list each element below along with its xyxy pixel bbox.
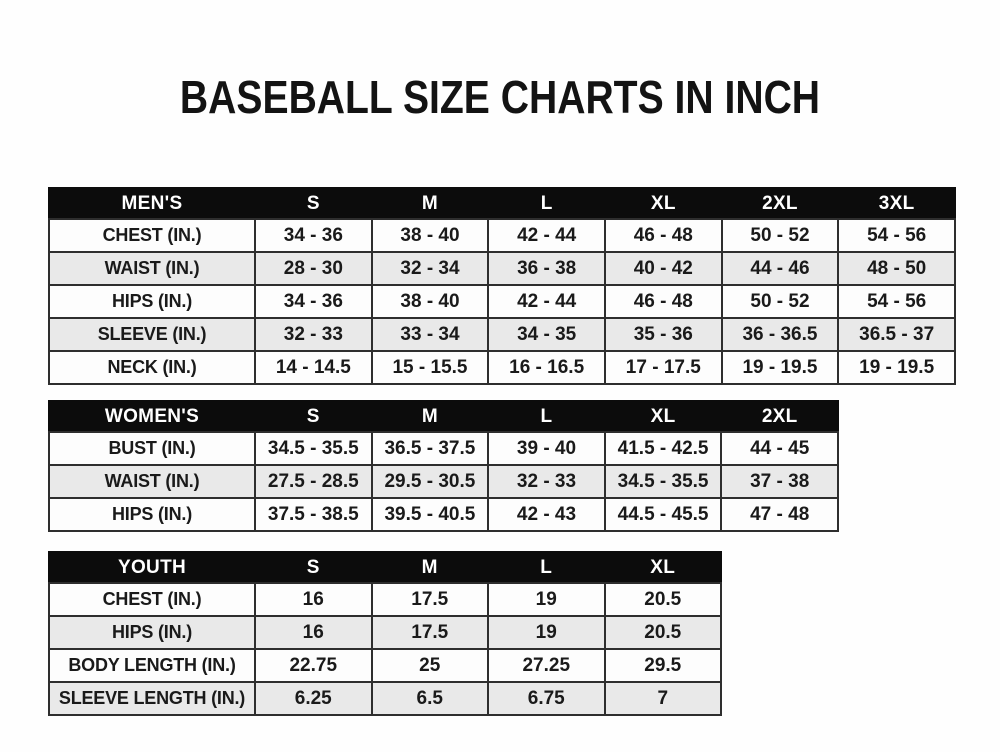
size-value-cell-youth-3-2: 6.75: [488, 682, 605, 715]
size-value-cell-mens-0-1: 38 - 40: [372, 219, 489, 252]
size-value-cell-youth-2-3: 29.5: [605, 649, 722, 682]
measurement-label-mens-3: SLEEVE (IN.): [49, 318, 255, 351]
table-row: [49, 351, 955, 384]
size-value-cell-youth-3-0: 6.25: [255, 682, 372, 715]
size-column-header-mens-0: S: [255, 188, 372, 219]
table-row: [49, 583, 721, 616]
table-row: [49, 219, 955, 252]
table-row: [49, 616, 721, 649]
size-table-mens: [48, 187, 956, 385]
table-row: [49, 285, 955, 318]
size-value-cell-mens-1-5: 48 - 50: [838, 252, 955, 285]
size-column-header-womens-1: M: [372, 401, 489, 432]
size-value-cell-womens-2-4: 47 - 48: [721, 498, 838, 531]
measurement-label-womens-2: HIPS (IN.): [49, 498, 255, 531]
size-value-cell-youth-1-2: 19: [488, 616, 605, 649]
size-value-cell-mens-0-2: 42 - 44: [488, 219, 605, 252]
size-value-cell-mens-1-3: 40 - 42: [605, 252, 722, 285]
table-row: [49, 465, 838, 498]
size-value-cell-womens-0-2: 39 - 40: [488, 432, 605, 465]
size-column-header-mens-1: M: [372, 188, 489, 219]
size-value-cell-mens-0-3: 46 - 48: [605, 219, 722, 252]
size-column-header-mens-3: XL: [605, 188, 722, 219]
size-column-header-youth-0: S: [255, 552, 372, 583]
size-column-header-mens-2: L: [488, 188, 605, 219]
measurement-label-youth-0: CHEST (IN.): [49, 583, 255, 616]
measurement-label-mens-1: WAIST (IN.): [49, 252, 255, 285]
size-value-cell-womens-1-4: 37 - 38: [721, 465, 838, 498]
size-column-header-mens-5: 3XL: [838, 188, 955, 219]
size-table-womens: [48, 400, 839, 532]
size-value-cell-womens-1-1: 29.5 - 30.5: [372, 465, 489, 498]
size-value-cell-youth-0-3: 20.5: [605, 583, 722, 616]
size-value-cell-mens-2-4: 50 - 52: [722, 285, 839, 318]
size-value-cell-mens-3-4: 36 - 36.5: [722, 318, 839, 351]
size-value-cell-mens-4-5: 19 - 19.5: [838, 351, 955, 384]
size-value-cell-womens-1-3: 34.5 - 35.5: [605, 465, 722, 498]
size-value-cell-womens-2-0: 37.5 - 38.5: [255, 498, 372, 531]
size-column-header-womens-4: 2XL: [721, 401, 838, 432]
size-value-cell-mens-0-5: 54 - 56: [838, 219, 955, 252]
size-value-cell-youth-2-1: 25: [372, 649, 489, 682]
size-column-header-youth-3: XL: [605, 552, 722, 583]
size-value-cell-mens-4-1: 15 - 15.5: [372, 351, 489, 384]
size-value-cell-youth-2-2: 27.25: [488, 649, 605, 682]
size-value-cell-mens-1-0: 28 - 30: [255, 252, 372, 285]
table-group-label-womens: WOMEN'S: [49, 401, 255, 432]
table-row: [49, 252, 955, 285]
size-value-cell-mens-2-1: 38 - 40: [372, 285, 489, 318]
size-value-cell-youth-0-1: 17.5: [372, 583, 489, 616]
table-row: [49, 318, 955, 351]
size-value-cell-womens-2-2: 42 - 43: [488, 498, 605, 531]
size-value-cell-womens-0-0: 34.5 - 35.5: [255, 432, 372, 465]
size-value-cell-womens-0-4: 44 - 45: [721, 432, 838, 465]
size-value-cell-mens-3-0: 32 - 33: [255, 318, 372, 351]
size-value-cell-mens-2-5: 54 - 56: [838, 285, 955, 318]
size-value-cell-mens-4-2: 16 - 16.5: [488, 351, 605, 384]
size-value-cell-womens-0-1: 36.5 - 37.5: [372, 432, 489, 465]
header-row-womens: [49, 401, 838, 432]
size-value-cell-mens-1-4: 44 - 46: [722, 252, 839, 285]
measurement-label-mens-2: HIPS (IN.): [49, 285, 255, 318]
table-group-label-mens: MEN'S: [49, 188, 255, 219]
size-value-cell-mens-4-4: 19 - 19.5: [722, 351, 839, 384]
size-value-cell-mens-3-1: 33 - 34: [372, 318, 489, 351]
size-value-cell-mens-3-5: 36.5 - 37: [838, 318, 955, 351]
size-value-cell-mens-2-0: 34 - 36: [255, 285, 372, 318]
measurement-label-youth-3: SLEEVE LENGTH (IN.): [49, 682, 255, 715]
table-row: [49, 649, 721, 682]
measurement-label-youth-1: HIPS (IN.): [49, 616, 255, 649]
size-value-cell-mens-4-0: 14 - 14.5: [255, 351, 372, 384]
size-value-cell-mens-3-3: 35 - 36: [605, 318, 722, 351]
size-value-cell-youth-1-3: 20.5: [605, 616, 722, 649]
size-column-header-mens-4: 2XL: [722, 188, 839, 219]
table-row: [49, 498, 838, 531]
size-value-cell-youth-2-0: 22.75: [255, 649, 372, 682]
measurement-label-womens-1: WAIST (IN.): [49, 465, 255, 498]
size-value-cell-youth-1-0: 16: [255, 616, 372, 649]
size-value-cell-womens-2-3: 44.5 - 45.5: [605, 498, 722, 531]
size-value-cell-youth-0-2: 19: [488, 583, 605, 616]
size-column-header-youth-2: L: [488, 552, 605, 583]
measurement-label-youth-2: BODY LENGTH (IN.): [49, 649, 255, 682]
measurement-label-womens-0: BUST (IN.): [49, 432, 255, 465]
measurement-label-mens-4: NECK (IN.): [49, 351, 255, 384]
size-value-cell-youth-3-3: 7: [605, 682, 722, 715]
page-title: BASEBALL SIZE CHARTS IN INCH: [179, 71, 821, 123]
size-value-cell-mens-0-0: 34 - 36: [255, 219, 372, 252]
size-value-cell-youth-3-1: 6.5: [372, 682, 489, 715]
size-value-cell-mens-4-3: 17 - 17.5: [605, 351, 722, 384]
size-table-youth: [48, 551, 722, 716]
size-value-cell-mens-0-4: 50 - 52: [722, 219, 839, 252]
measurement-label-mens-0: CHEST (IN.): [49, 219, 255, 252]
header-row-mens: [49, 188, 955, 219]
size-column-header-womens-2: L: [488, 401, 605, 432]
size-value-cell-mens-1-2: 36 - 38: [488, 252, 605, 285]
size-value-cell-womens-1-2: 32 - 33: [488, 465, 605, 498]
size-value-cell-mens-1-1: 32 - 34: [372, 252, 489, 285]
table-group-label-youth: YOUTH: [49, 552, 255, 583]
size-value-cell-mens-2-3: 46 - 48: [605, 285, 722, 318]
table-row: [49, 682, 721, 715]
size-value-cell-womens-2-1: 39.5 - 40.5: [372, 498, 489, 531]
size-value-cell-mens-3-2: 34 - 35: [488, 318, 605, 351]
size-column-header-womens-0: S: [255, 401, 372, 432]
table-row: [49, 432, 838, 465]
size-value-cell-womens-1-0: 27.5 - 28.5: [255, 465, 372, 498]
size-value-cell-mens-2-2: 42 - 44: [488, 285, 605, 318]
header-row-youth: [49, 552, 721, 583]
size-column-header-youth-1: M: [372, 552, 489, 583]
size-value-cell-youth-0-0: 16: [255, 583, 372, 616]
size-value-cell-youth-1-1: 17.5: [372, 616, 489, 649]
size-value-cell-womens-0-3: 41.5 - 42.5: [605, 432, 722, 465]
size-column-header-womens-3: XL: [605, 401, 722, 432]
